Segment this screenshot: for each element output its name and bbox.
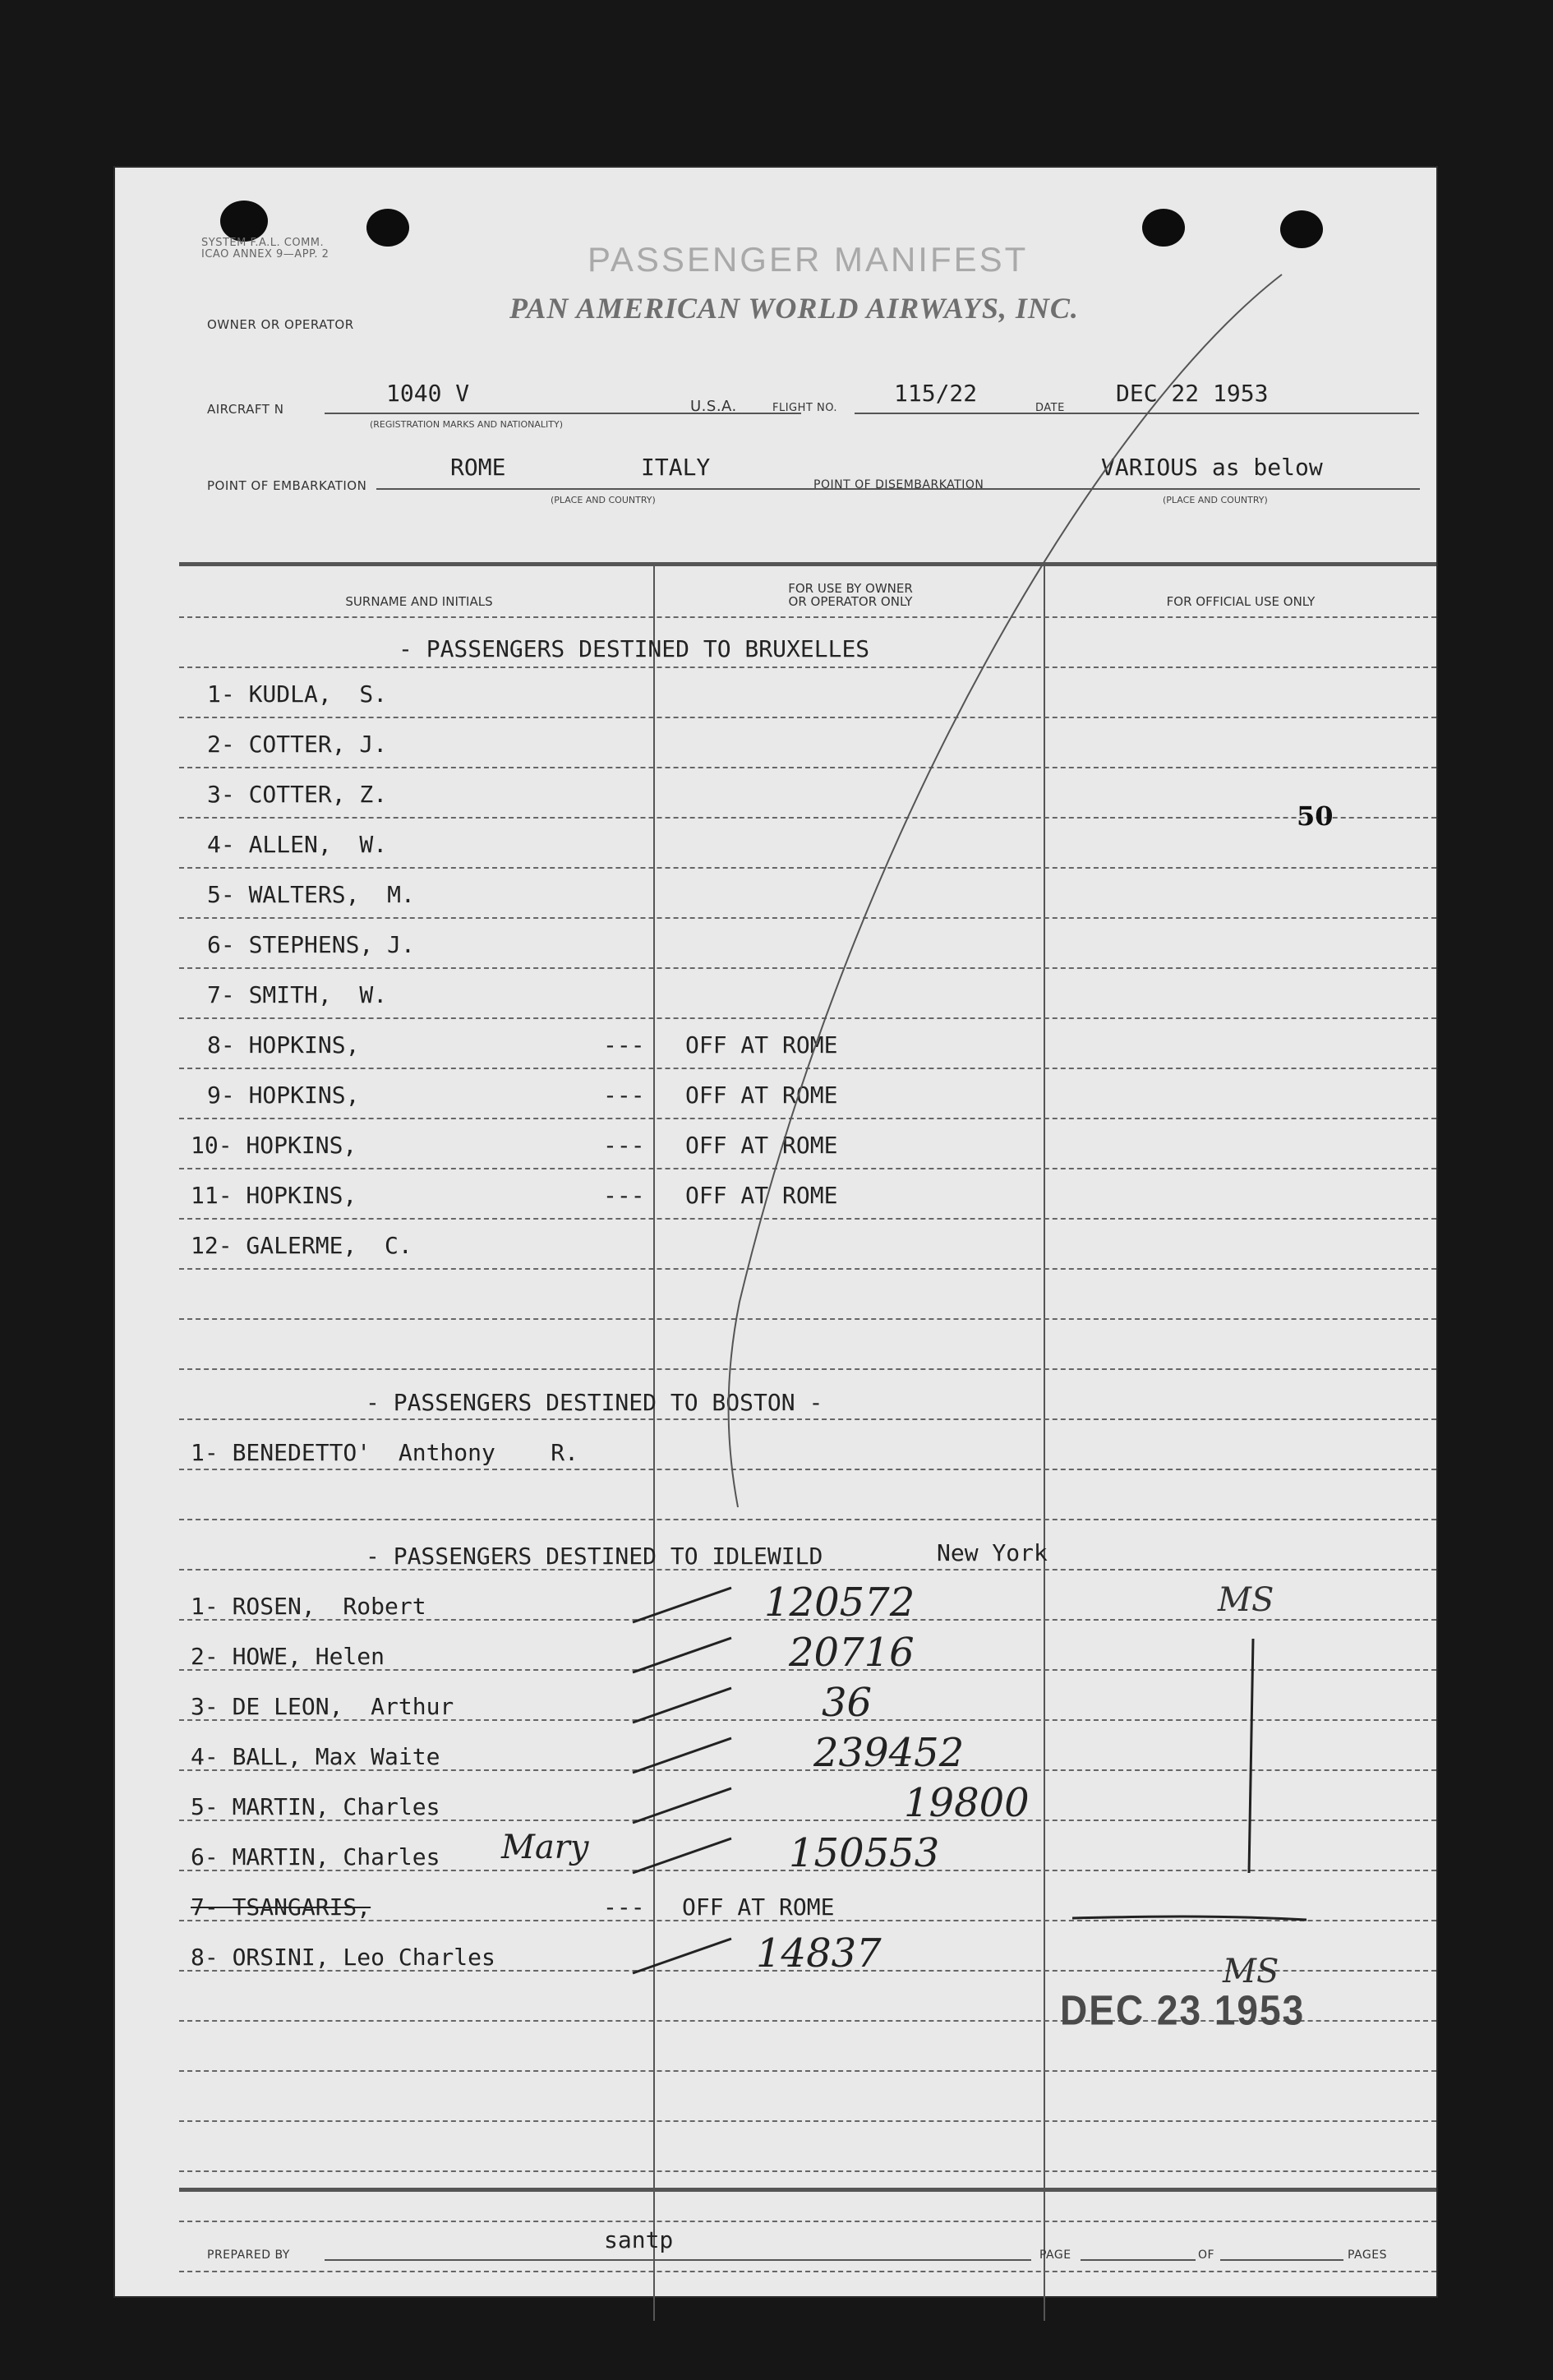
official-initials: MS bbox=[1218, 1581, 1274, 1619]
disembarkation-label: POINT OF DISEMBARKATION bbox=[813, 478, 984, 491]
row-rule bbox=[179, 1268, 1436, 1270]
row-rule bbox=[179, 2070, 1436, 2072]
row-rule bbox=[179, 1118, 1436, 1119]
passenger-name: 3- DE LEON, Arthur bbox=[191, 1693, 454, 1720]
passenger-name: 2- COTTER, J. bbox=[207, 731, 388, 758]
passenger-name: 10- HOPKINS, bbox=[191, 1132, 357, 1159]
place-note-2: (PLACE AND COUNTRY) bbox=[1163, 495, 1268, 505]
owner-label: OWNER OR OPERATOR bbox=[207, 317, 354, 332]
row-rule bbox=[179, 817, 1436, 819]
passenger-name: 11- HOPKINS, bbox=[191, 1182, 357, 1209]
passenger-name: 1- ROSEN, Robert bbox=[191, 1593, 426, 1620]
date-value: DEC 22 1953 bbox=[1116, 380, 1269, 407]
punch-hole bbox=[1142, 209, 1185, 247]
check-mark bbox=[624, 1631, 740, 1681]
passenger-name: 5- WALTERS, M. bbox=[207, 881, 415, 908]
passenger-name: 3- COTTER, Z. bbox=[207, 781, 388, 808]
row-rule bbox=[179, 1017, 1436, 1019]
manifest-sheet bbox=[115, 168, 1436, 2296]
aircraft-label: AIRCRAFT N bbox=[207, 402, 284, 417]
pages-label: PAGES bbox=[1348, 2249, 1387, 2262]
row-rule bbox=[179, 867, 1436, 869]
page-label: PAGE bbox=[1039, 2249, 1071, 2262]
passenger-name: 5- MARTIN, Charles bbox=[191, 1793, 440, 1820]
check-mark bbox=[624, 1732, 740, 1781]
row-rule bbox=[179, 616, 1436, 618]
row-rule bbox=[179, 1168, 1436, 1169]
column-header-names: SURNAME AND INITIALS bbox=[345, 594, 493, 609]
passenger-note: OFF AT ROME bbox=[682, 1893, 835, 1921]
row-rule bbox=[179, 1318, 1436, 1320]
date-label: DATE bbox=[1035, 402, 1065, 414]
handwritten-number: 20716 bbox=[789, 1630, 915, 1676]
handwritten-number: 120572 bbox=[764, 1580, 915, 1626]
dash-mark: --- bbox=[603, 1182, 645, 1209]
destination-handwritten: New York bbox=[937, 1539, 1048, 1566]
official-initials-2: MS bbox=[1223, 1953, 1279, 1990]
passenger-name: 9- HOPKINS, bbox=[207, 1082, 360, 1109]
row-rule bbox=[179, 2120, 1436, 2122]
flight-value: 115/22 bbox=[894, 380, 978, 407]
row-rule bbox=[179, 1068, 1436, 1069]
disembarkation-value: VARIOUS as below bbox=[1101, 454, 1323, 481]
punch-hole bbox=[1280, 210, 1323, 248]
dash-mark: --- bbox=[603, 1031, 645, 1059]
row-rule bbox=[179, 1469, 1436, 1470]
prepared-value: santp bbox=[604, 2226, 674, 2253]
punch-hole bbox=[366, 209, 409, 247]
flight-label: FLIGHT NO. bbox=[772, 402, 838, 414]
form-reference: SYSTEM F.A.L. COMM. ICAO ANNEX 9—APP. 2 bbox=[201, 237, 329, 261]
passenger-note: OFF AT ROME bbox=[685, 1082, 838, 1109]
registration-note: (REGISTRATION MARKS AND NATIONALITY) bbox=[370, 419, 564, 430]
row-rule bbox=[179, 2170, 1436, 2172]
aircraft-value: 1040 V bbox=[386, 380, 470, 407]
passenger-name: 6- MARTIN, Charles bbox=[191, 1843, 440, 1870]
passenger-name: 1- KUDLA, S. bbox=[207, 680, 388, 708]
passenger-name: 4- ALLEN, W. bbox=[207, 831, 388, 858]
check-mark bbox=[624, 1681, 740, 1731]
row-rule bbox=[179, 2221, 1436, 2222]
passenger-name: 7- TSANGARIS, bbox=[191, 1893, 371, 1921]
check-mark bbox=[624, 1832, 740, 1881]
row-rule bbox=[179, 1519, 1436, 1520]
row-rule bbox=[179, 767, 1436, 768]
passenger-name: 8- ORSINI, Leo Charles bbox=[191, 1944, 495, 1971]
column-header-owner: FOR USE BY OWNER OR OPERATOR ONLY bbox=[788, 581, 913, 609]
row-rule bbox=[179, 967, 1436, 969]
check-mark bbox=[624, 1932, 740, 1981]
column-header-official: FOR OFFICIAL USE ONLY bbox=[1166, 594, 1316, 609]
place-note: (PLACE AND COUNTRY) bbox=[551, 495, 656, 505]
punch-hole bbox=[220, 201, 268, 242]
section-heading-idlewild: - PASSENGERS DESTINED TO IDLEWILD bbox=[366, 1543, 823, 1570]
of-label: OF bbox=[1198, 2249, 1215, 2262]
row-rule bbox=[179, 1218, 1436, 1220]
handwritten-number: 239452 bbox=[813, 1730, 965, 1776]
embarkation-city: ROME bbox=[450, 454, 506, 481]
row-rule bbox=[179, 1418, 1436, 1420]
handwritten-number: 19800 bbox=[904, 1780, 1030, 1826]
dash-mark: --- bbox=[603, 1082, 645, 1109]
passenger-name: 6- STEPHENS, J. bbox=[207, 931, 415, 958]
owner-value: PAN AMERICAN WORLD AIRWAYS, INC. bbox=[509, 292, 1079, 325]
section-heading-bruxelles: - PASSENGERS DESTINED TO BRUXELLES bbox=[399, 635, 870, 662]
dash-mark: --- bbox=[603, 1132, 645, 1159]
row-rule bbox=[179, 666, 1436, 668]
passenger-name: 7- SMITH, W. bbox=[207, 981, 388, 1008]
row-rule bbox=[179, 1368, 1436, 1370]
embarkation-label: POINT OF EMBARKATION bbox=[207, 478, 367, 493]
row-rule bbox=[179, 2271, 1436, 2272]
row-rule bbox=[179, 717, 1436, 718]
passenger-name: 4- BALL, Max Waite bbox=[191, 1743, 440, 1770]
section-heading-boston: - PASSENGERS DESTINED TO BOSTON - bbox=[366, 1389, 823, 1416]
handwritten-number: 150553 bbox=[789, 1830, 940, 1876]
passenger-name: 1- BENEDETTO' Anthony R. bbox=[191, 1439, 579, 1466]
usa-label: U.S.A. bbox=[690, 398, 737, 415]
passenger-name: 2- HOWE, Helen bbox=[191, 1643, 385, 1670]
passenger-note: OFF AT ROME bbox=[685, 1132, 838, 1159]
row-rule bbox=[179, 917, 1436, 919]
passenger-note: OFF AT ROME bbox=[685, 1182, 838, 1209]
official-count: 50 bbox=[1297, 800, 1334, 832]
form-title: PASSENGER MANIFEST bbox=[588, 240, 1029, 279]
check-mark bbox=[624, 1782, 740, 1831]
check-mark bbox=[624, 1581, 740, 1630]
embarkation-country: ITALY bbox=[641, 454, 711, 481]
passenger-name: 8- HOPKINS, bbox=[207, 1031, 360, 1059]
prepared-label: PREPARED BY bbox=[207, 2249, 290, 2262]
dash-mark: --- bbox=[603, 1893, 645, 1921]
handwritten-name: Mary bbox=[501, 1829, 589, 1866]
handwritten-number: 14837 bbox=[756, 1930, 882, 1976]
passenger-name: 12- GALERME, C. bbox=[191, 1232, 412, 1259]
date-stamp: DEC 23 1953 bbox=[1060, 1986, 1306, 2034]
passenger-note: OFF AT ROME bbox=[685, 1031, 838, 1059]
handwritten-number: 36 bbox=[822, 1680, 873, 1726]
